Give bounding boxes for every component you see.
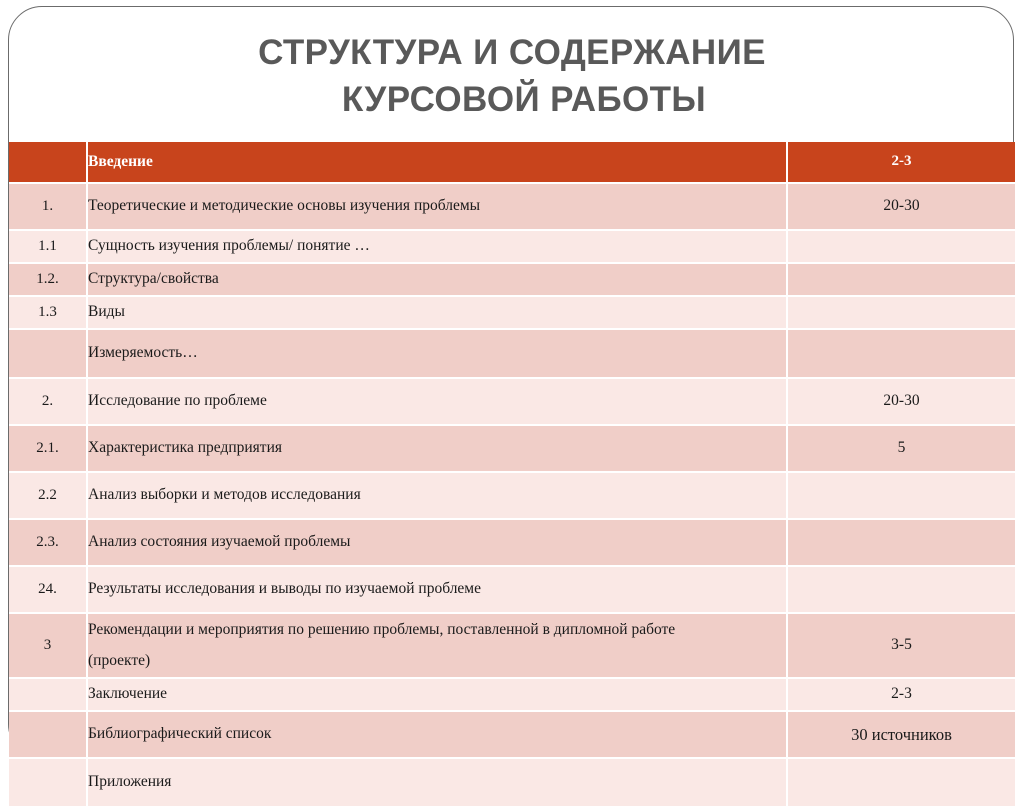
row-title: Заключение <box>87 678 787 711</box>
table-row <box>9 711 1015 758</box>
table-row <box>9 296 1015 329</box>
row-number: 2. <box>9 378 87 425</box>
row-title: Структура/свойства <box>87 263 787 296</box>
page-title-line-1: СТРУКТУРА И СОДЕРЖАНИЕ <box>258 33 766 72</box>
row-pages: 3-5 <box>787 613 1015 678</box>
row-number: 1.2. <box>9 263 87 296</box>
row-title: Анализ состояния изучаемой проблемы <box>87 519 787 566</box>
row-title-line-2: (проекте) <box>88 652 151 669</box>
row-pages <box>787 296 1015 329</box>
table-row <box>9 263 1015 296</box>
row-number: 2.3. <box>9 519 87 566</box>
table-row <box>9 425 1015 472</box>
table-row <box>9 472 1015 519</box>
row-title: Анализ выборки и методов исследования <box>87 472 787 519</box>
table-row <box>9 758 1015 807</box>
row-title: Библиографический список <box>87 711 787 758</box>
page-title <box>9 29 1015 123</box>
table-row <box>9 183 1015 230</box>
row-number <box>9 758 87 807</box>
row-title: Результаты исследования и выводы по изучаемой проблеме <box>87 566 787 613</box>
row-title: Исследование по проблеме <box>87 378 787 425</box>
row-pages <box>787 263 1015 296</box>
row-title: Характеристика предприятия <box>87 425 787 472</box>
row-pages <box>787 758 1015 807</box>
coursework-structure-table <box>9 142 1015 808</box>
header-cell-number <box>9 142 87 183</box>
row-pages <box>787 329 1015 378</box>
header-cell-pages: 2-3 <box>787 142 1015 183</box>
row-title: Сущность изучения проблемы/ понятие … <box>87 230 787 263</box>
row-pages: 20-30 <box>787 183 1015 230</box>
row-title: Приложения <box>87 758 787 807</box>
row-number: 2.1. <box>9 425 87 472</box>
table-row <box>9 329 1015 378</box>
row-number <box>9 711 87 758</box>
row-number: 1. <box>9 183 87 230</box>
row-title-line-1: Рекомендации и мероприятия по решению проблемы, поставленной в дипломной работе <box>88 620 676 638</box>
table-row <box>9 566 1015 613</box>
row-number: 3 <box>9 613 87 678</box>
row-pages: 2-3 <box>787 678 1015 711</box>
row-number: 1.3 <box>9 296 87 329</box>
table-row <box>9 230 1015 263</box>
row-pages <box>787 230 1015 263</box>
slide-frame <box>8 6 1014 791</box>
row-pages <box>787 519 1015 566</box>
row-pages: 5 <box>787 425 1015 472</box>
header-cell-title: Введение <box>87 142 787 183</box>
row-title <box>87 613 787 678</box>
row-title: Теоретические и методические основы изучения проблемы <box>87 183 787 230</box>
table-row <box>9 378 1015 425</box>
row-title: Измеряемость… <box>87 329 787 378</box>
row-pages: 30 источников <box>787 711 1015 758</box>
table-body <box>9 183 1015 807</box>
row-number: 1.1 <box>9 230 87 263</box>
row-pages <box>787 566 1015 613</box>
page-title-line-2: КУРСОВОЙ РАБОТЫ <box>341 80 707 119</box>
row-title: Виды <box>87 296 787 329</box>
row-number <box>9 678 87 711</box>
table-row <box>9 678 1015 711</box>
table-header <box>9 142 1015 183</box>
row-pages: 20-30 <box>787 378 1015 425</box>
row-pages <box>787 472 1015 519</box>
row-number: 24. <box>9 566 87 613</box>
row-number <box>9 329 87 378</box>
table-row <box>9 613 1015 678</box>
row-number: 2.2 <box>9 472 87 519</box>
table-row <box>9 519 1015 566</box>
table-header-row <box>9 142 1015 183</box>
